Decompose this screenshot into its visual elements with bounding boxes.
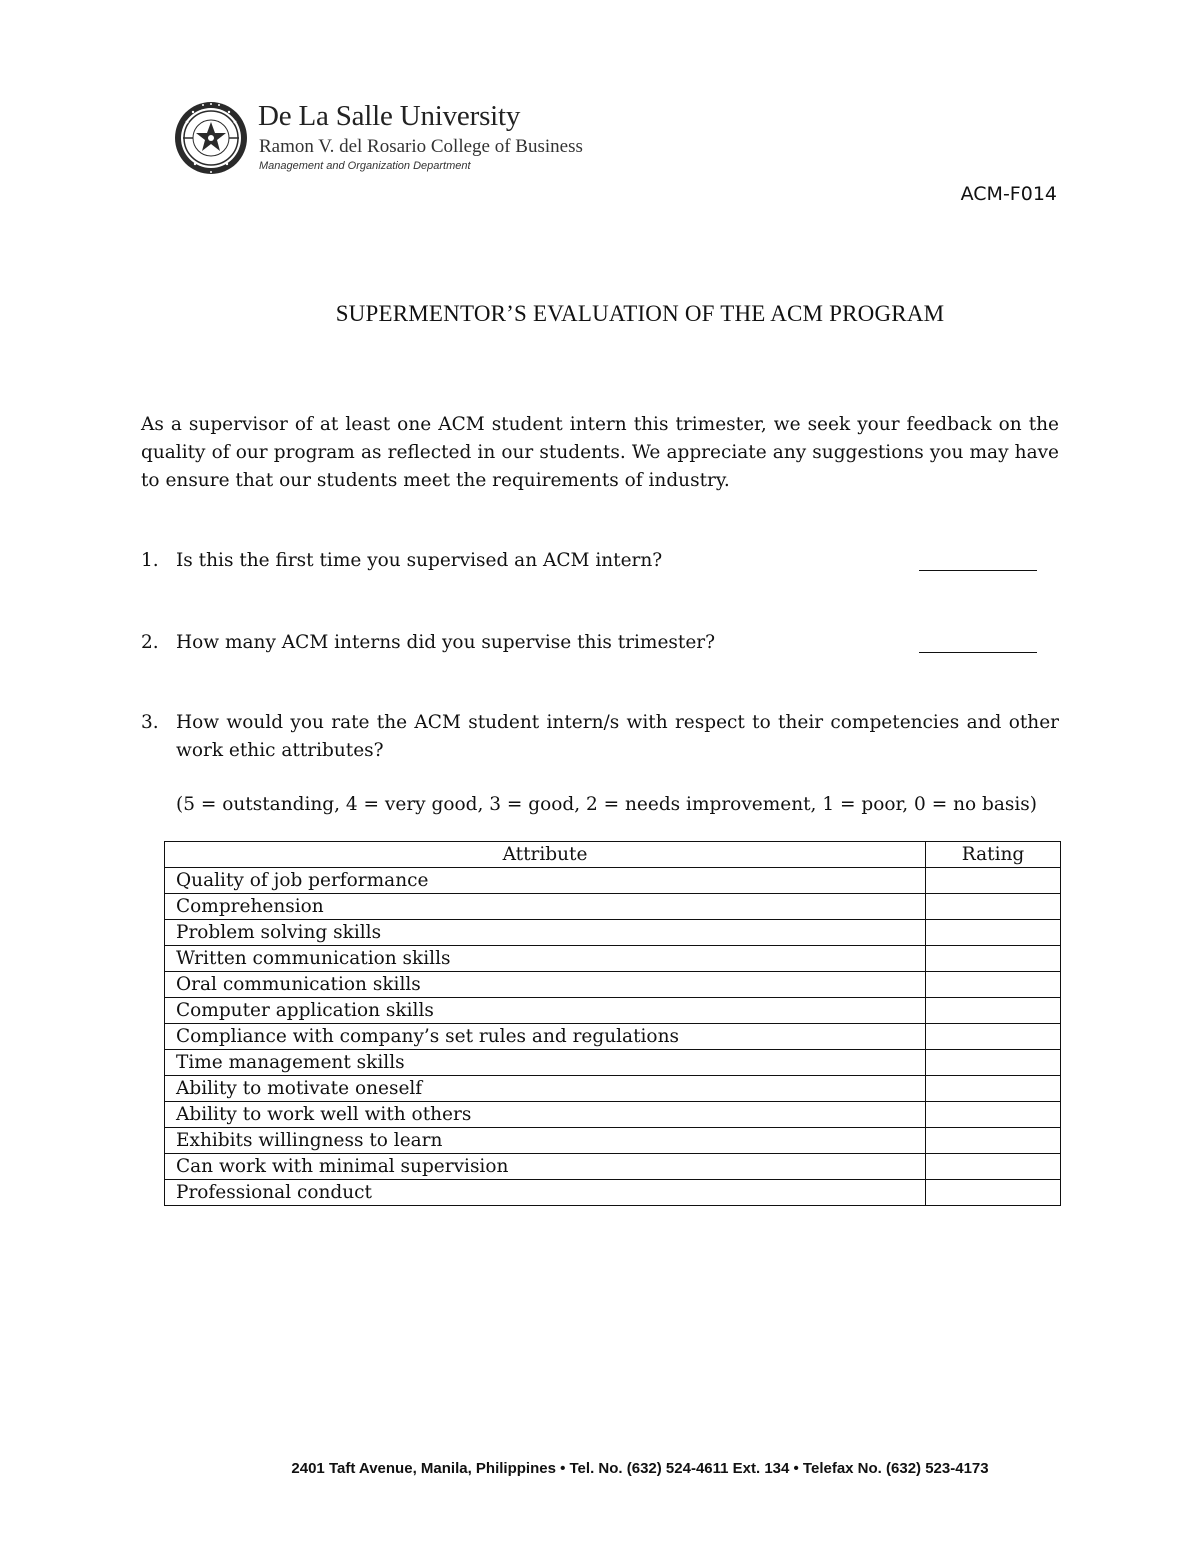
letterhead (170, 98, 590, 178)
rating-cell[interactable] (926, 894, 1061, 920)
attribute-cell: Problem solving skills (165, 920, 926, 946)
question-text: How would you rate the ACM student intern/s with respect to their competencies and other work ethic attributes? (176, 712, 1059, 761)
rating-cell[interactable] (926, 868, 1061, 894)
rating-cell[interactable] (926, 1050, 1061, 1076)
footer-address: 2401 Taft Avenue, Manila, Philippines • Tel. No. (632) 524-4611 Ext. 134 • Telefax No. (632) 523-4173 (291, 1460, 989, 1477)
rating-cell[interactable] (926, 1154, 1061, 1180)
question-number: 3. (141, 712, 159, 733)
intro-paragraph: As a supervisor of at least one ACM student intern this trimester, we seek your feedback on the quality of our program as reflected in our students. We appreciate any suggestions you may have to ensure that our students meet the requirements of industry. (141, 414, 1059, 491)
rating-cell[interactable] (926, 1128, 1061, 1154)
college-name: Ramon V. del Rosario College of Business (259, 136, 583, 157)
table-row (165, 998, 1061, 1024)
column-header-rating: Rating (926, 842, 1061, 868)
question-number: 2. (141, 632, 159, 653)
answer-blank-line[interactable] (919, 570, 1037, 571)
rating-scale-legend: (5 = outstanding, 4 = very good, 3 = good, 2 = needs improvement, 1 = poor, 0 = no basis) (176, 794, 1037, 815)
question-2 (141, 629, 1059, 657)
attribute-cell: Written communication skills (165, 946, 926, 972)
attribute-cell: Professional conduct (165, 1180, 926, 1206)
rating-cell[interactable] (926, 1180, 1061, 1206)
table-row (165, 894, 1061, 920)
table-row (165, 920, 1061, 946)
attribute-cell: Compliance with company’s set rules and regulations (165, 1024, 926, 1050)
attribute-cell: Oral communication skills (165, 972, 926, 998)
rating-cell[interactable] (926, 972, 1061, 998)
table-row (165, 1154, 1061, 1180)
rating-cell[interactable] (926, 920, 1061, 946)
question-number: 1. (141, 550, 159, 571)
table-row (165, 946, 1061, 972)
university-seal-icon (173, 100, 249, 176)
question-text: How many ACM interns did you supervise this trimester? (176, 632, 716, 653)
table-row (165, 1180, 1061, 1206)
rating-cell[interactable] (926, 998, 1061, 1024)
table-row (165, 1050, 1061, 1076)
table-row (165, 868, 1061, 894)
attribute-cell: Exhibits willingness to learn (165, 1128, 926, 1154)
question-1 (141, 547, 1059, 575)
rating-cell[interactable] (926, 1024, 1061, 1050)
rating-cell[interactable] (926, 1102, 1061, 1128)
table-row (165, 1076, 1061, 1102)
rating-table (164, 841, 1061, 1206)
attribute-cell: Computer application skills (165, 998, 926, 1024)
attribute-cell: Ability to work well with others (165, 1102, 926, 1128)
table-row (165, 1024, 1061, 1050)
attribute-cell: Ability to motivate oneself (165, 1076, 926, 1102)
university-name: De La Salle University (258, 100, 521, 132)
department-name: Management and Organization Department (259, 160, 471, 172)
attribute-cell: Can work with minimal supervision (165, 1154, 926, 1180)
column-header-attribute: Attribute (165, 842, 926, 868)
question-3 (141, 709, 1059, 765)
answer-blank-line[interactable] (919, 652, 1037, 653)
rating-cell[interactable] (926, 946, 1061, 972)
document-title: SUPERMENTOR’S EVALUATION OF THE ACM PROGRAM (335, 301, 945, 326)
attribute-cell: Comprehension (165, 894, 926, 920)
attribute-cell: Quality of job performance (165, 868, 926, 894)
rating-cell[interactable] (926, 1076, 1061, 1102)
table-row (165, 1102, 1061, 1128)
form-code: ACM-F014 (960, 183, 1057, 205)
attribute-cell: Time management skills (165, 1050, 926, 1076)
question-text: Is this the first time you supervised an ACM intern? (176, 550, 663, 571)
table-header-row (165, 842, 1061, 868)
table-row (165, 972, 1061, 998)
table-row (165, 1128, 1061, 1154)
